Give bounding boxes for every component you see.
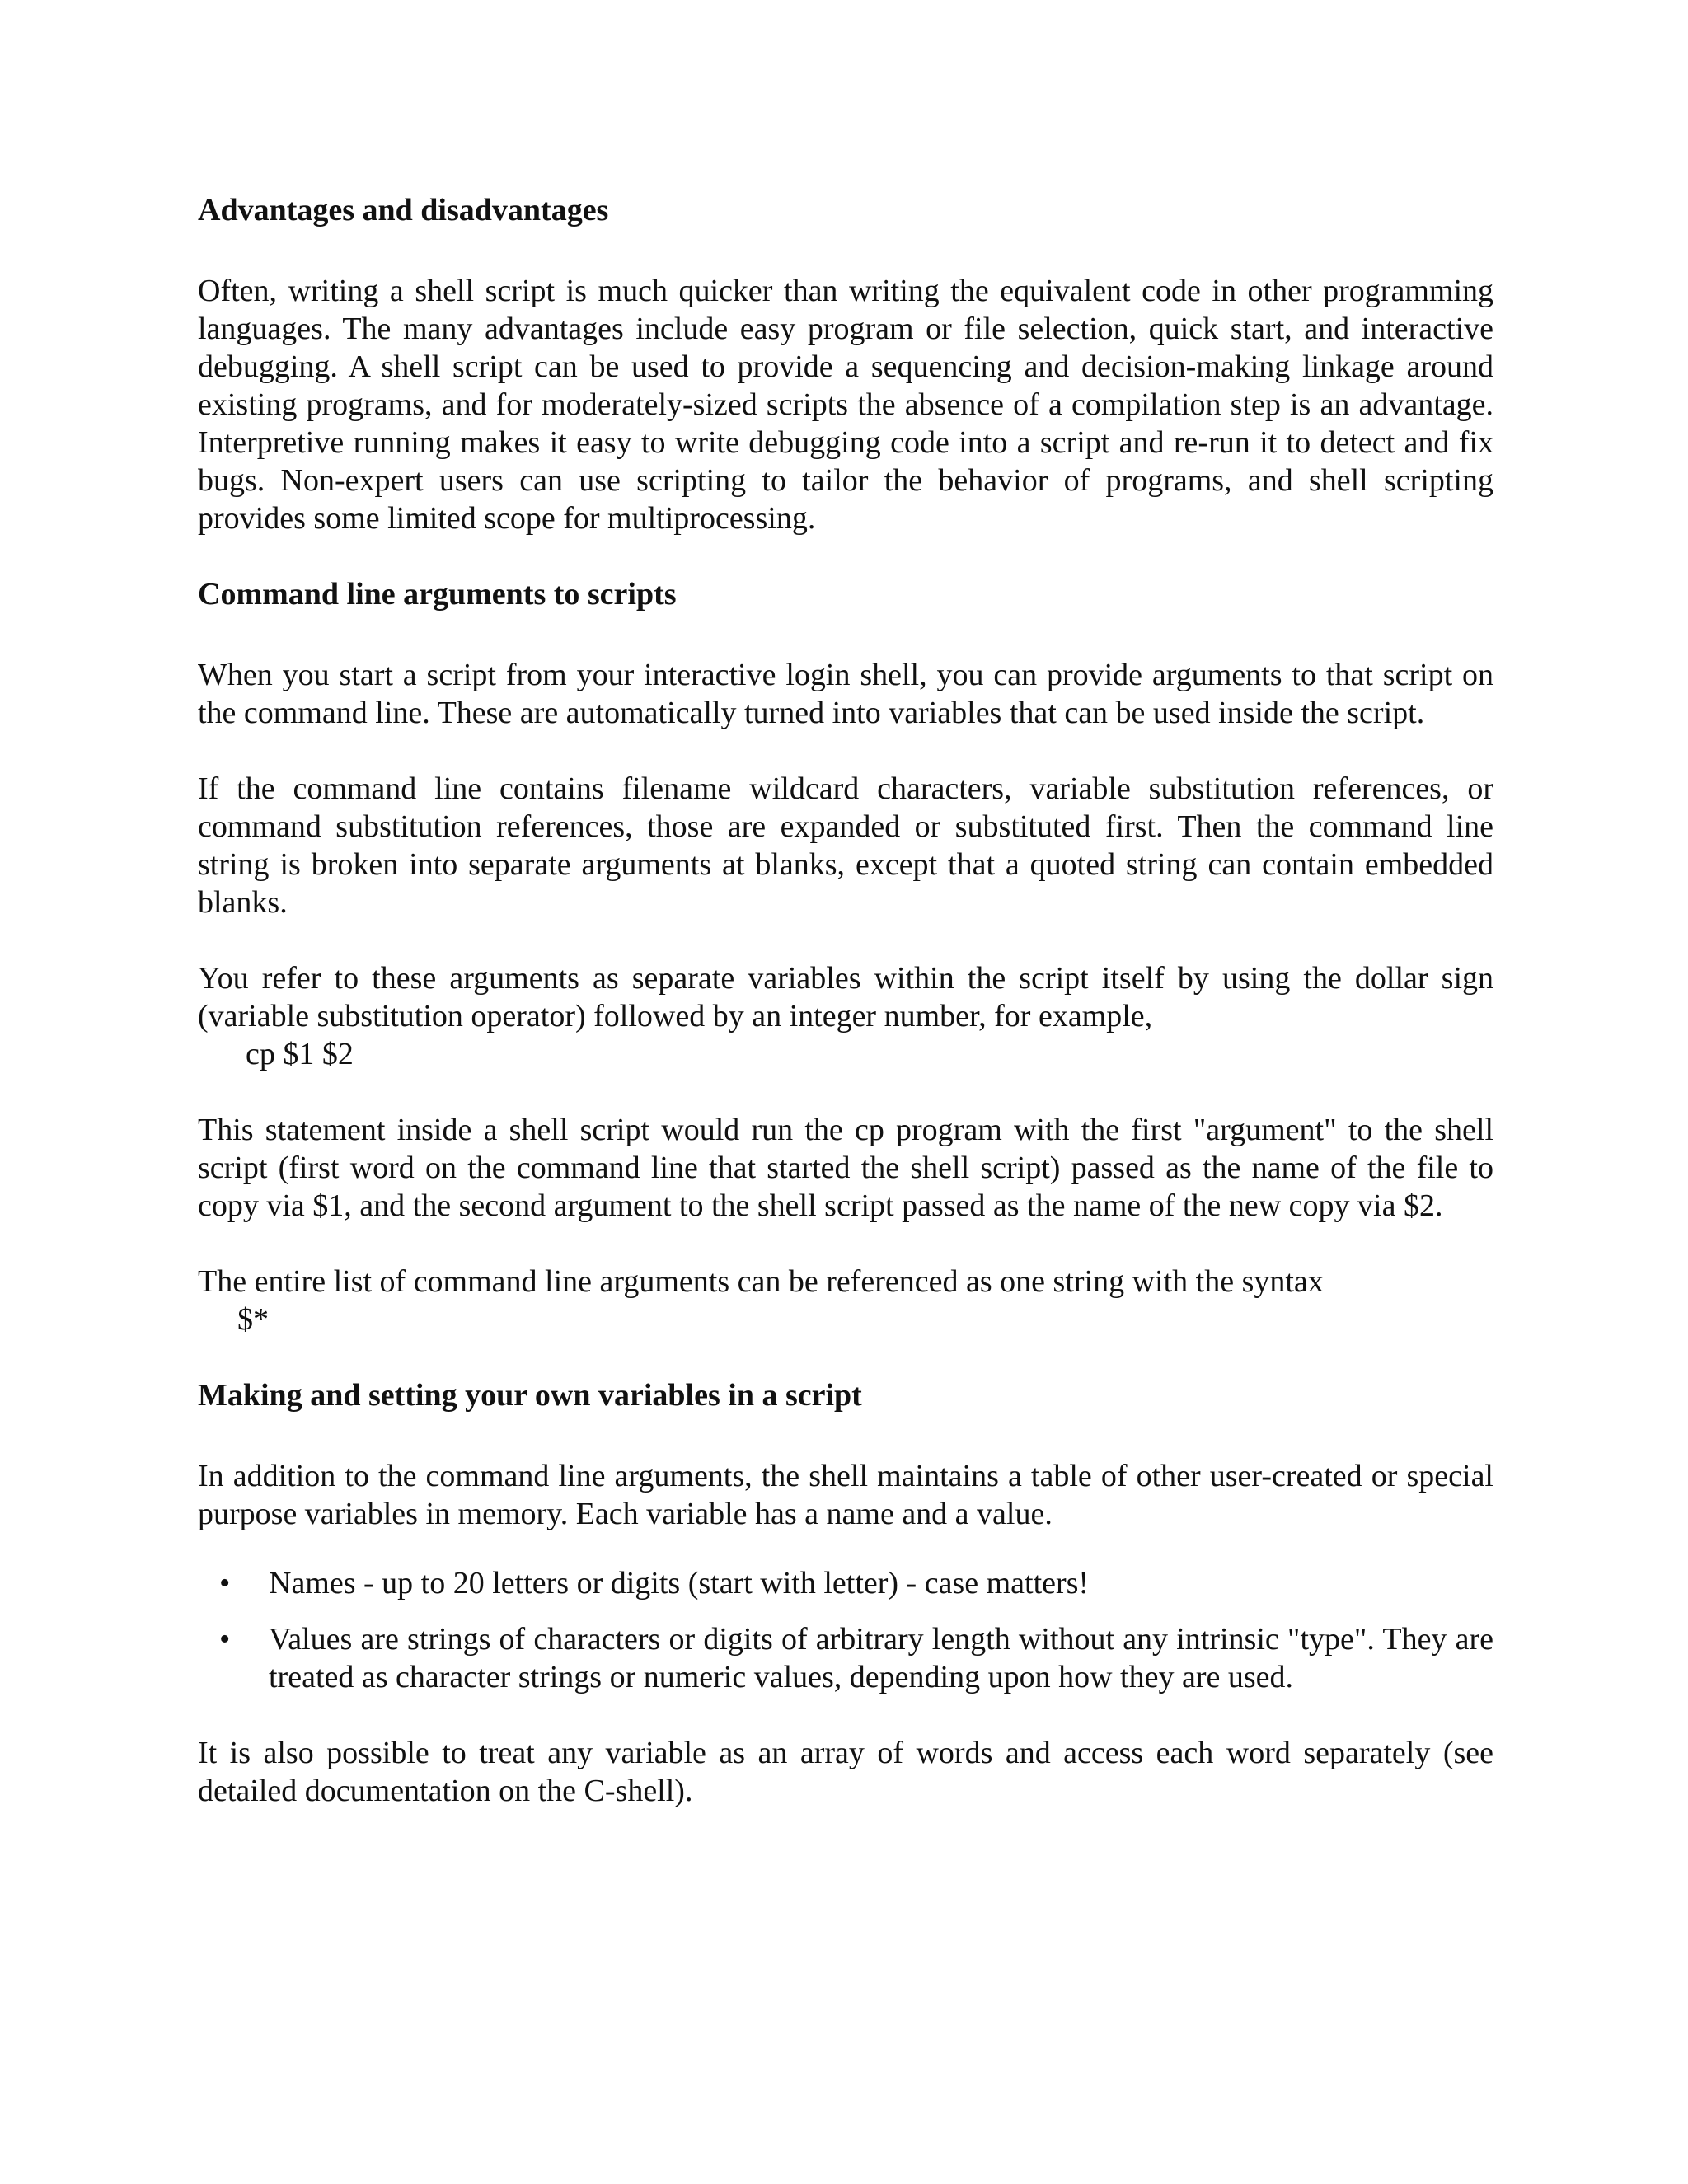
bullet-icon: • <box>219 1566 231 1601</box>
list-item-text: Values are strings of characters or digits of arbitrary length without any intrinsic "type". They are treated as character strings or numeric values, depending upon how they are used. <box>269 1622 1493 1694</box>
paragraph-entire-list-text: The entire list of command line arguments can be referenced as one string with the syntax <box>198 1264 1324 1299</box>
list-item-text: Names - up to 20 letters or digits (start with letter) - case matters! <box>269 1566 1090 1601</box>
paragraph-array-of-words: It is also possible to treat any variable as an array of words and access each word separately (see detailed documentation on the C-shell). <box>198 1736 1493 1808</box>
paragraph-dollar-sign-text: You refer to these arguments as separate variables within the script itself by using the dollar sign (variable substitution operator) followed by an integer number, for example, <box>198 961 1493 1033</box>
paragraph-dollar-sign <box>198 959 1493 1073</box>
code-example: cp $1 $2 <box>246 1037 354 1071</box>
list-item <box>198 1620 1493 1696</box>
paragraph-wildcards: If the command line contains filename wildcard characters, variable substitution references, or command substitution references, those are expanded or substituted first. Then the command line string is broken into separate arguments at blanks, except that a quoted string can contain embedded blanks. <box>198 771 1493 920</box>
paragraph-advantages: Often, writing a shell script is much quicker than writing the equivalent code in other programming languages. The many advantages include easy program or file selection, quick start, and interactive debugging. A shell script can be used to provide a sequencing and decision-making linkage around existing programs, and for moderately-sized scripts the absence of a compilation step is an advantage. Interpretive running makes it easy to write debugging code into a script and re-run it to detect and fix bugs. Non-expert users can use scripting to tailor the behavior of programs, and shell scripting provides some limited scope for multiprocessing. <box>198 274 1493 536</box>
section-heading-own-variables: Making and setting your own variables in a script <box>198 1378 862 1413</box>
paragraph-start-script: When you start a script from your interactive login shell, you can provide arguments to that script on the command line. These are automatically turned into variables that can be used inside the script. <box>198 658 1493 730</box>
paragraph-entire-list <box>198 1263 1493 1338</box>
section-heading-advantages: Advantages and disadvantages <box>198 193 609 227</box>
syntax-example: $* <box>237 1302 269 1337</box>
bullet-icon: • <box>219 1622 231 1657</box>
list-item <box>198 1564 1493 1602</box>
paragraph-cp-explanation: This statement inside a shell script would run the cp program with the first "argument" to the shell script (first word on the command line that started the shell script) passed as the name of the file to copy via $1, and the second argument to the shell script passed as the name of the new copy via $2. <box>198 1113 1493 1223</box>
paragraph-variable-table: In addition to the command line arguments, the shell maintains a table of other user-created or special purpose variables in memory. Each variable has a name and a value. <box>198 1459 1493 1531</box>
section-heading-command-line-arguments: Command line arguments to scripts <box>198 577 677 612</box>
variable-rules-list <box>198 1564 1493 1696</box>
document-page <box>198 191 1493 1848</box>
